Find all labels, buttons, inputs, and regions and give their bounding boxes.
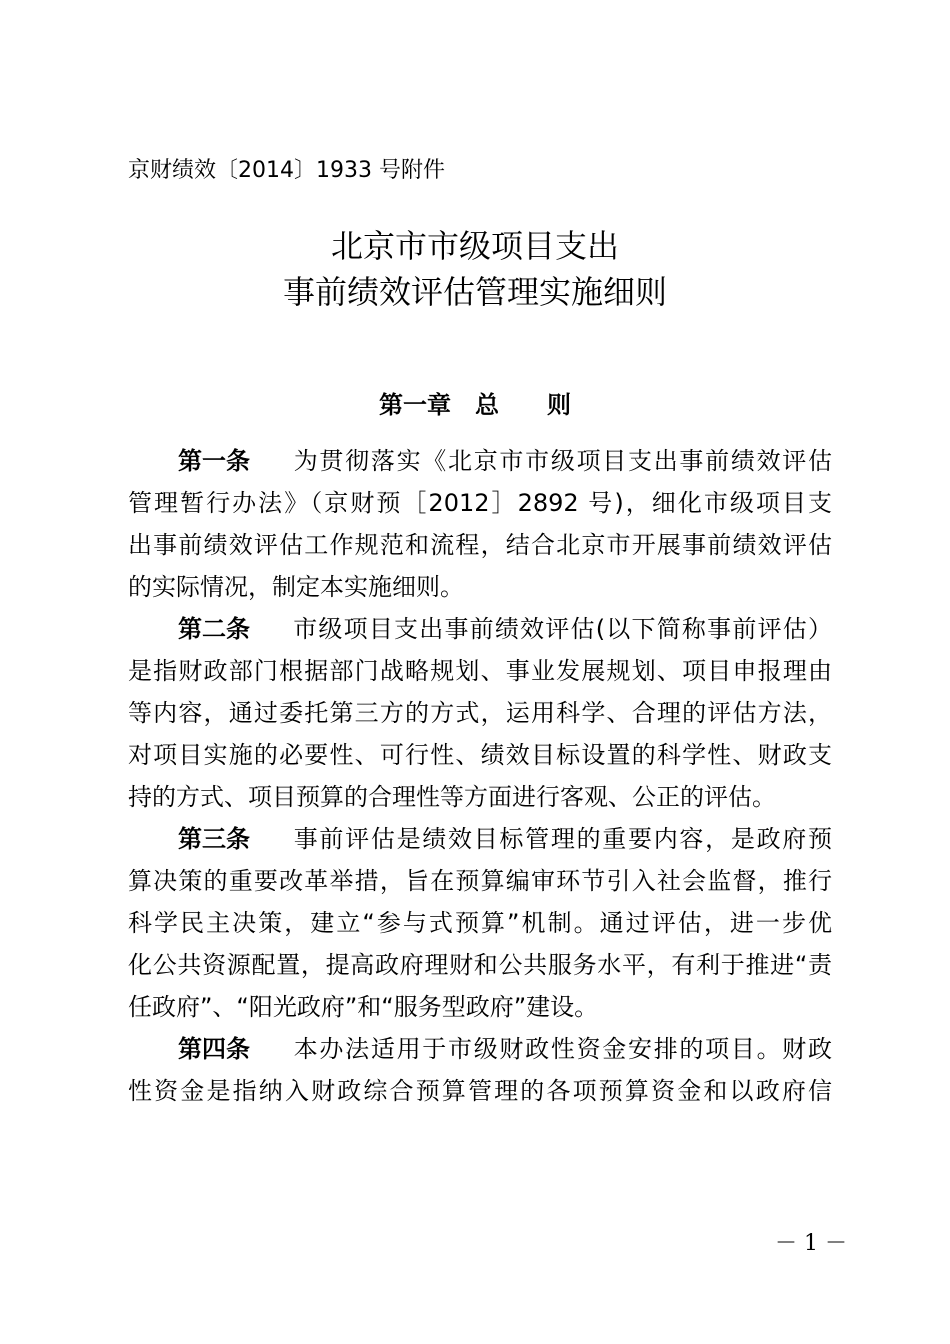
article-4-text-1: 本办法适用于市级财政性资金安排的项目。财政 [292, 1035, 832, 1063]
article-4-line-1 [178, 1029, 832, 1069]
article-2-line-3: 等内容，通过委托第三方的方式，运用科学、合理的评估方法， [128, 699, 832, 727]
article-3-line-1 [178, 819, 832, 859]
article-2-line-4: 对项目实施的必要性、可行性、绩效目标设置的科学性、财政支 [128, 741, 832, 769]
article-2-text-1: 市级项目支出事前绩效评估(以下简称事前评估） [292, 615, 832, 643]
article-4-line-2: 性资金是指纳入财政综合预算管理的各项预算资金和以政府信 [128, 1077, 832, 1105]
article-1-text-1: 为贯彻落实《北京市市级项目支出事前绩效评估 [292, 447, 832, 475]
article-2-line-2: 是指财政部门根据部门战略规划、事业发展规划、项目申报理由 [128, 657, 832, 685]
article-1-line-2: 管理暂行办法》（京财预［2012］2892 号)，细化市级项目支 [128, 489, 832, 517]
page-number: － 1 － [775, 1231, 847, 1256]
article-3-label: 第三条 [178, 825, 250, 853]
document-title-line-1: 北京市市级项目支出 [330, 227, 619, 265]
article-3-text-1: 事前评估是绩效目标管理的重要内容，是政府预 [292, 825, 832, 853]
article-3-line-5: 任政府”、“阳光政府”和“服务型政府”建设。 [128, 993, 599, 1021]
article-1-line-1 [178, 441, 832, 481]
article-3-line-4: 化公共资源配置，提高政府理财和公共服务水平，有利于推进“责 [128, 951, 832, 979]
chapter-heading: 第一章 总 则 [379, 391, 571, 419]
article-4-label: 第四条 [178, 1035, 250, 1063]
document-title-line-2: 事前绩效评估管理实施细则 [282, 273, 667, 311]
article-3-line-3: 科学民主决策，建立“参与式预算”机制。通过评估，进一步优 [128, 909, 832, 937]
article-2-line-5: 持的方式、项目预算的合理性等方面进行客观、公正的评估。 [128, 783, 776, 811]
article-1-label: 第一条 [178, 447, 250, 475]
article-3-line-2: 算决策的重要改革举措，旨在预算编审环节引入社会监督，推行 [128, 867, 832, 895]
article-1-line-4: 的实际情况，制定本实施细则。 [128, 573, 464, 601]
article-1-line-3: 出事前绩效评估工作规范和流程，结合北京市开展事前绩效评估 [128, 531, 832, 559]
article-2-label: 第二条 [178, 615, 250, 643]
document-number: 京财绩效〔2014〕1933 号附件 [128, 158, 445, 183]
article-2-line-1 [178, 609, 832, 649]
